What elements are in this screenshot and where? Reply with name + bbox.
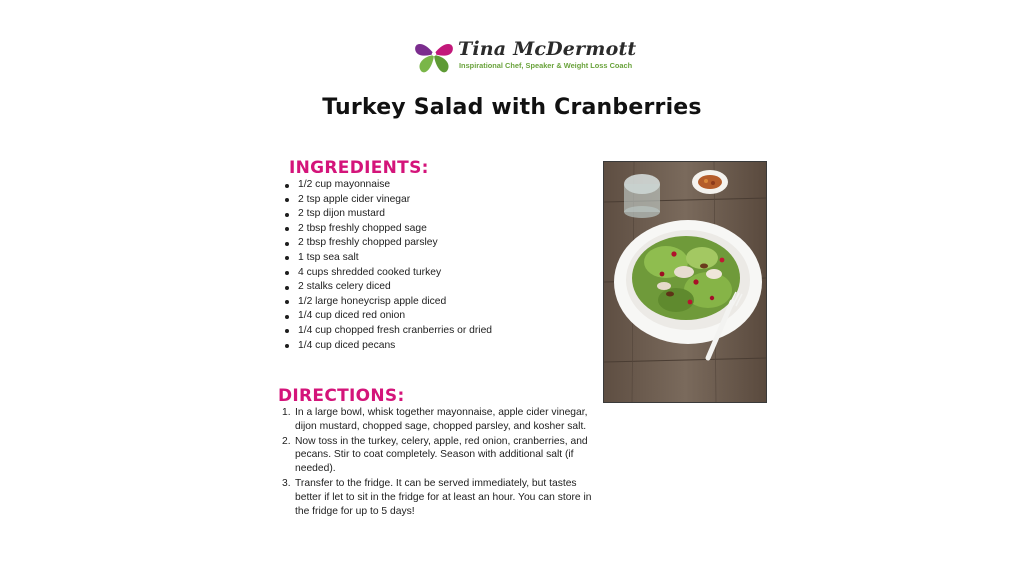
- bullet-icon: [285, 271, 289, 275]
- ingredient-item: 2 tsp dijon mustard: [283, 207, 593, 222]
- bullet-icon: [285, 213, 289, 217]
- ingredient-item: 2 tbsp freshly chopped parsley: [283, 236, 593, 251]
- salad-image: [604, 162, 766, 402]
- bullet-icon: [285, 256, 289, 260]
- bullet-icon: [285, 329, 289, 333]
- brand-logo: [412, 34, 637, 76]
- bullet-icon: [285, 315, 289, 319]
- ingredients-list: [283, 178, 593, 353]
- ingredient-item: 2 tbsp freshly chopped sage: [283, 222, 593, 237]
- step-text: In a large bowl, whisk together mayonnaise, apple cider vinegar, dijon mustard, chopped sage, chopped parsley, and kosher salt.: [295, 407, 588, 432]
- flower-logo-icon: [412, 34, 456, 76]
- directions-heading: DIRECTIONS:: [278, 386, 405, 406]
- bullet-icon: [285, 286, 289, 290]
- ingredient-item: 1/4 cup diced red onion: [283, 309, 593, 324]
- step-text: Transfer to the fridge. It can be served immediately, but tastes better if let to sit in the fridge for at least an hour. You can store in the fridge for up to 5 days!: [295, 477, 592, 517]
- ingredients-heading: INGREDIENTS:: [289, 158, 429, 178]
- bullet-icon: [285, 344, 289, 348]
- ingredient-item: 1/2 large honeycrisp apple diced: [283, 295, 593, 310]
- step-number: 2.: [282, 435, 291, 447]
- bullet-icon: [285, 227, 289, 231]
- ingredient-item: 1/4 cup chopped fresh cranberries or dried: [283, 324, 593, 339]
- directions-list: [282, 406, 600, 519]
- logo-tagline: Inspirational Chef, Speaker & Weight Loss Coach: [459, 61, 633, 70]
- direction-step: [282, 406, 600, 434]
- ingredient-item: 1/2 cup mayonnaise: [283, 178, 593, 193]
- logo-name: Tina McDermott: [458, 38, 637, 60]
- ingredient-item: 1/4 cup diced pecans: [283, 339, 593, 354]
- bullet-icon: [285, 300, 289, 304]
- ingredient-item: 2 stalks celery diced: [283, 280, 593, 295]
- step-number: 3.: [282, 477, 291, 489]
- ingredient-item: 2 tsp apple cider vinegar: [283, 193, 593, 208]
- ingredient-item: 4 cups shredded cooked turkey: [283, 266, 593, 281]
- step-text: Now toss in the turkey, celery, apple, red onion, cranberries, and pecans. Stir to coat completely. Season with additional salt (if needed).: [295, 435, 588, 475]
- recipe-title: Turkey Salad with Cranberries: [322, 95, 702, 120]
- bullet-icon: [285, 184, 289, 188]
- bullet-icon: [285, 198, 289, 202]
- step-number: 1.: [282, 407, 291, 418]
- direction-step: [282, 435, 600, 476]
- bullet-icon: [285, 242, 289, 246]
- ingredient-item: 1 tsp sea salt: [283, 251, 593, 266]
- salad-photo: [603, 161, 767, 403]
- direction-step: [282, 477, 600, 518]
